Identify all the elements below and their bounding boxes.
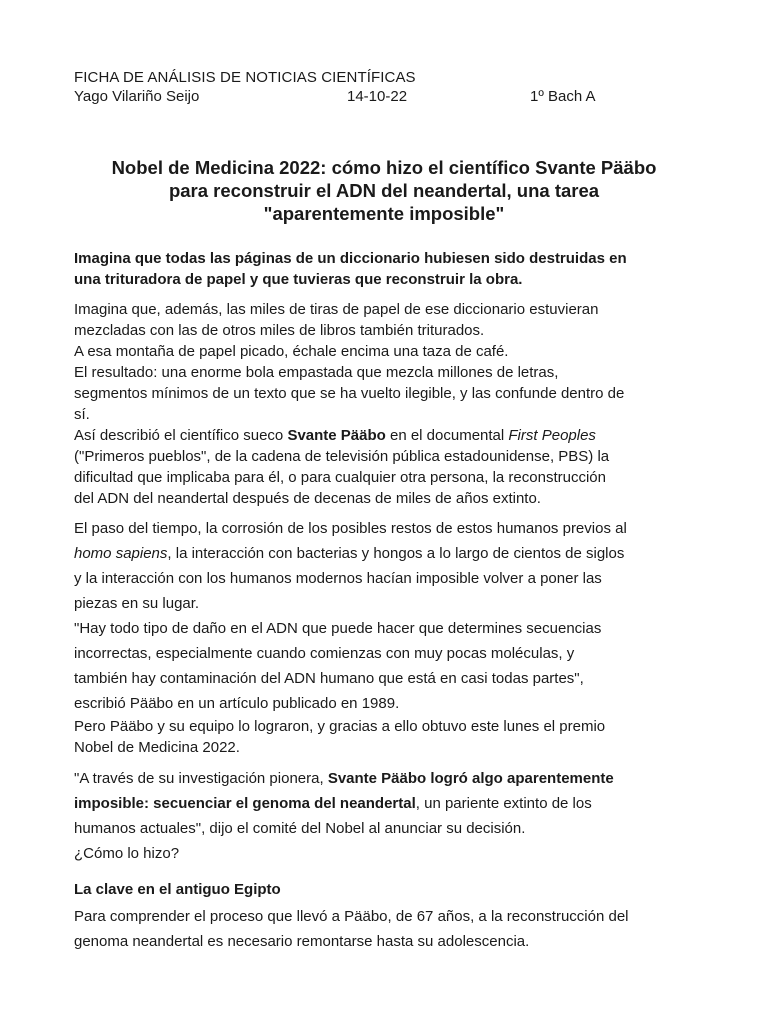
text-run: , un pariente extinto de los xyxy=(415,795,592,812)
text-run: Así describió el científico sueco xyxy=(74,427,288,444)
text-line: también hay contaminación del ADN humano que está en casi todas partes", xyxy=(74,670,584,687)
header-info-row xyxy=(74,88,694,108)
paragraph-3 xyxy=(74,716,698,758)
text-line: Nobel de Medicina 2022. xyxy=(74,739,240,756)
article-title-line: "aparentemente imposible" xyxy=(263,203,505,224)
text-line: piezas en su lugar. xyxy=(74,595,200,612)
text-run: "A través de su investigación pionera, xyxy=(74,770,328,787)
class-text: 1º Bach A xyxy=(530,88,596,105)
bold-quote: Svante Pääbo logró algo aparentemente xyxy=(327,770,614,787)
text-line: Pero Pääbo y su equipo lo lograron, y gracias a ello obtuvo este lunes el premio xyxy=(74,718,606,735)
text-line: El paso del tiempo, la corrosión de los posibles restos de estos humanos previos al xyxy=(74,520,627,537)
text-line: incorrectas, especialmente cuando comienzas con muy pocas moléculas, y xyxy=(74,645,575,662)
text-line xyxy=(74,791,698,816)
section-subtitle: La clave en el antiguo Egipto xyxy=(74,881,281,898)
lead-line: una trituradora de papel y que tuvieras que reconstruir la obra. xyxy=(74,271,523,288)
lead-line: Imagina que todas las páginas de un diccionario hubiesen sido destruidas en xyxy=(74,250,627,267)
italic-term: homo sapiens xyxy=(74,545,168,562)
text-line: sí. xyxy=(74,406,90,423)
paragraph-5 xyxy=(74,904,698,954)
text-line: del ADN del neandertal después de decenas de miles de años extinto. xyxy=(74,490,541,507)
bold-name: Svante Pääbo xyxy=(287,427,386,444)
text-line xyxy=(74,766,698,791)
text-line: El resultado: una enorme bola empastada que mezcla millones de letras, xyxy=(74,364,559,381)
text-line: "Hay todo tipo de daño en el ADN que puede hacer que determines secuencias xyxy=(74,620,602,637)
text-line: genoma neandertal es necesario remontarse hasta su adolescencia. xyxy=(74,933,530,950)
text-line: ¿Cómo lo hizo? xyxy=(74,845,180,862)
text-line: y la interacción con los humanos modernos hacían imposible volver a poner las xyxy=(74,570,602,587)
italic-title: First Peoples xyxy=(508,427,596,444)
paragraph-4 xyxy=(74,766,698,866)
text-line: Imagina que, además, las miles de tiras de papel de ese diccionario estuvieran xyxy=(74,301,599,318)
text-line: mezcladas con las de otros miles de libros también triturados. xyxy=(74,322,485,339)
article-title xyxy=(74,156,694,225)
article-title-line: Nobel de Medicina 2022: cómo hizo el científico Svante Pääbo xyxy=(111,157,657,178)
text-line: dificultad que implicaba para él, o para cualquier otra persona, la reconstrucción xyxy=(74,469,606,486)
text-line: segmentos mínimos de un texto que se ha vuelto ilegible, y las confunde dentro de xyxy=(74,385,625,402)
text-run: , la interacción con bacterias y hongos a lo largo de cientos de siglos xyxy=(167,545,625,562)
text-line xyxy=(74,541,698,566)
paragraph-1 xyxy=(74,299,698,509)
text-line: Para comprender el proceso que llevó a Pääbo, de 67 años, a la reconstrucción del xyxy=(74,908,629,925)
text-line: humanos actuales", dijo el comité del Nobel al anunciar su decisión. xyxy=(74,820,526,837)
date-text: 14-10-22 xyxy=(347,88,408,105)
text-line: ("Primeros pueblos", de la cadena de televisión pública estadounidense, PBS) la xyxy=(74,448,610,465)
form-title: FICHA DE ANÁLISIS DE NOTICIAS CIENTÍFICAS xyxy=(74,69,416,86)
bold-quote: imposible: secuenciar el genoma del neandertal xyxy=(74,795,416,812)
author-name: Yago Vilariño Seijo xyxy=(74,88,200,105)
article-title-line: para reconstruir el ADN del neandertal, una tarea xyxy=(168,180,600,201)
lead-paragraph xyxy=(74,248,698,290)
text-run: en el documental xyxy=(385,427,509,444)
text-line xyxy=(74,425,698,446)
paragraph-2 xyxy=(74,516,698,716)
text-line: escribió Pääbo en un artículo publicado en 1989. xyxy=(74,695,400,712)
text-line: A esa montaña de papel picado, échale encima una taza de café. xyxy=(74,343,509,360)
